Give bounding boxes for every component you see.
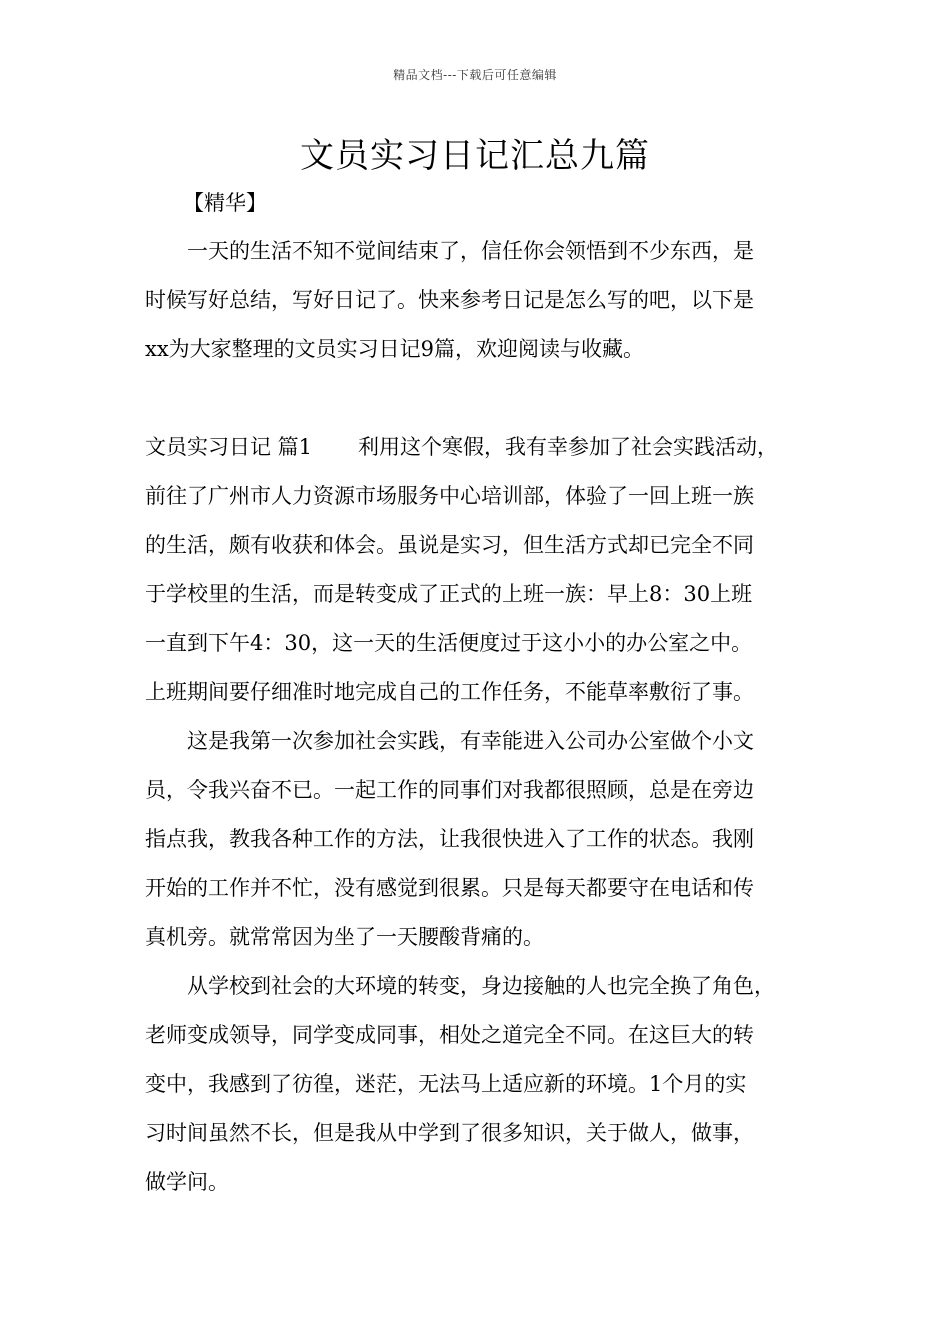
entry-line: 的生活，颇有收获和体会。虽说是实习，但生活方式却已完全不同 <box>145 533 754 557</box>
paragraph-line: 变中，我感到了彷徨，迷茫，无法马上适应新的环境。1个月的实 <box>145 1072 747 1096</box>
entry-line: 上班期间要仔细准时地完成自己的工作任务，不能草率敷衍了事。 <box>145 680 754 704</box>
intro-line: xx为大家整理的文员实习日记9篇，欢迎阅读与收藏。 <box>145 337 645 361</box>
entry-line: 一直到下午4：30，这一天的生活便度过于这小小的办公室之中。 <box>145 631 753 655</box>
entry-text: 利用这个寒假，我有幸参加了社会实践活动， <box>358 435 779 459</box>
paragraph-line: 习时间虽然不长，但是我从中学到了很多知识，关于做人，做事， <box>145 1121 754 1145</box>
entry-heading: 文员实习日记 篇1 <box>145 435 313 459</box>
paragraph-line: 做学问。 <box>145 1170 229 1194</box>
intro-line: 时候写好总结，写好日记了。快来参考日记是怎么写的吧，以下是 <box>145 288 754 312</box>
document-title: 文员实习日记汇总九篇 <box>300 136 650 176</box>
entry-line: 前往了广州市人力资源市场服务中心培训部，体验了一回上班一族 <box>145 484 754 508</box>
paragraph-line: 这是我第一次参加社会实践，有幸能进入公司办公室做个小文 <box>187 729 754 753</box>
tag-label: 【精华】 <box>183 191 267 215</box>
header-note: 精品文档---下载后可任意编辑 <box>393 68 557 82</box>
paragraph-spacer <box>145 374 815 423</box>
paragraph-line: 员，令我兴奋不已。一起工作的同事们对我都很照顾，总是在旁边 <box>145 778 754 802</box>
intro-line: 一天的生活不知不觉间结束了，信任你会领悟到不少东西，是 <box>187 239 754 263</box>
document-body <box>145 227 815 1207</box>
paragraph-line: 开始的工作并不忙，没有感觉到很累。只是每天都要守在电话和传 <box>145 876 754 900</box>
paragraph-line: 从学校到社会的大环境的转变，身边接触的人也完全换了角色， <box>187 974 775 998</box>
paragraph-line: 老师变成领导，同学变成同事，相处之道完全不同。在这巨大的转 <box>145 1023 754 1047</box>
entry-first-line <box>145 423 815 472</box>
paragraph-line: 指点我，教我各种工作的方法，让我很快进入了工作的状态。我刚 <box>145 827 754 851</box>
paragraph-line: 真机旁。就常常因为坐了一天腰酸背痛的。 <box>145 925 544 949</box>
entry-line: 于学校里的生活，而是转变成了正式的上班一族：早上8：30上班 <box>145 582 753 606</box>
